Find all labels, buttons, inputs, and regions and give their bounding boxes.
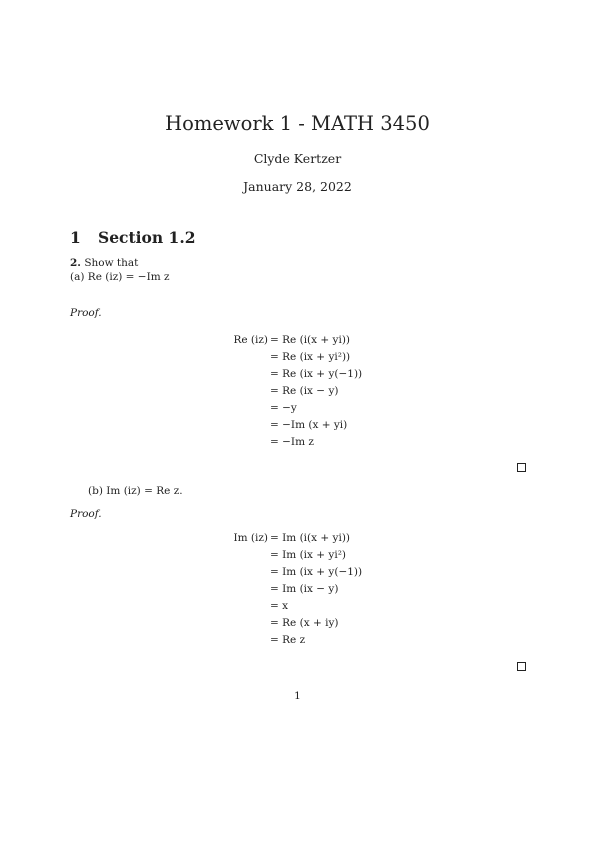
proof-a-row: = Re (ix − y)	[270, 385, 339, 397]
proof-b-row: = Im (ix + yi²)	[270, 549, 347, 561]
proof-a-row: = Re (ix + yi²))	[270, 351, 351, 363]
proof-b-row: = Re z	[270, 634, 306, 646]
proof-a-row: = Re (i(x + yi))	[270, 334, 351, 346]
proof-a-label: Proof.	[70, 307, 102, 319]
proof-a-row: = −Im (x + yi)	[270, 419, 348, 431]
proof-b-row: = x	[270, 600, 289, 612]
qed-box	[517, 662, 526, 671]
author: Clyde Kertzer	[253, 151, 342, 166]
part-a-label: (a) Re (iz) = −Im z	[70, 271, 170, 283]
section-heading	[70, 228, 196, 247]
section-number: 1	[70, 228, 81, 247]
problem-prompt: Show that	[84, 257, 139, 269]
proof-a-row: = Re (ix + y(−1))	[270, 368, 363, 380]
proof-b-row: = Im (ix + y(−1))	[270, 566, 363, 578]
proof-b-row: = Im (i(x + yi))	[270, 532, 351, 544]
part-b-label: (b) Im (iz) = Re z.	[88, 485, 183, 497]
problem-number: 2.	[70, 257, 81, 269]
date: January 28, 2022	[243, 179, 352, 194]
proof-a-row: = −y	[270, 402, 297, 414]
qed-box	[517, 463, 526, 472]
proof-a-row: = −Im z	[270, 436, 314, 448]
proof-a-lhs: Re (iz)	[233, 334, 268, 346]
problem-statement	[70, 257, 138, 269]
proof-b-row: = Re (x + iy)	[270, 617, 339, 629]
section-title: Section 1.2	[98, 228, 196, 247]
proof-b-lhs: Im (iz)	[233, 532, 268, 544]
proof-b-row: = Im (ix − y)	[270, 583, 339, 595]
page-number: 1	[294, 690, 301, 702]
document-title: Homework 1 - MATH 3450	[165, 112, 430, 135]
proof-b-label: Proof.	[70, 508, 102, 520]
